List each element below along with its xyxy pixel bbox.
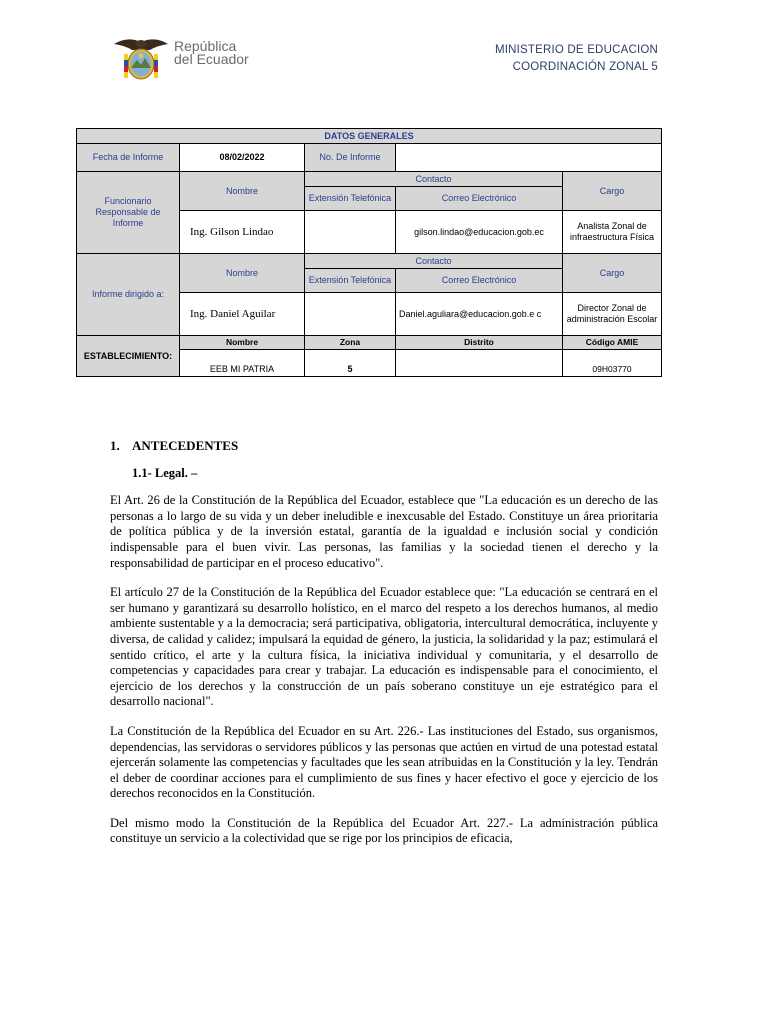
coat-of-arms-icon	[112, 34, 170, 84]
logo-text	[174, 40, 249, 66]
dirigido-nombre-header: Nombre	[180, 254, 305, 293]
funcionario-label: Funcionario Responsable de Informe	[77, 172, 180, 254]
funcionario-extension	[305, 211, 396, 254]
funcionario-extension-header: Extensión Telefónica	[305, 187, 396, 211]
dirigido-extension	[305, 293, 396, 336]
fecha-value: 08/02/2022	[180, 144, 305, 172]
dirigido-contacto-header: Contacto	[305, 254, 563, 269]
section-heading	[110, 438, 658, 454]
fecha-label: Fecha de Informe	[77, 144, 180, 172]
no-informe-label: No. De Informe	[305, 144, 396, 172]
funcionario-correo: gilson.lindao@educacion.gob.ec	[396, 211, 563, 254]
paragraph-art-26: El Art. 26 de la Constitución de la República del Ecuador, establece que "La educación es un derecho de las personas a lo largo de su vida y un deber ineludible e inexcusable del Estado. Constituye un área prioritaria de política pública y de la inversión estatal, garantía de la igualdad e inclusión social y condición indispensable para el buen vivir. Las personas, las familias y la sociedad tienen el derecho y la responsabilidad de participar en el proceso educativo".	[110, 493, 658, 570]
paragraph-art-227: Del mismo modo la Constitución de la República del Ecuador Art. 227.- La administración pública constituye un servicio a la colectividad que se rige por los principios de eficacia,	[110, 815, 658, 846]
dirigido-cargo: Director Zonal de administración Escolar	[563, 293, 662, 336]
est-distrito	[396, 350, 563, 377]
logo-line-1: República	[174, 38, 237, 54]
ministry-heading	[495, 42, 658, 76]
funcionario-nombre-header: Nombre	[180, 172, 305, 211]
est-amie-header: Código AMIE	[563, 336, 662, 350]
paragraph-art-226: La Constitución de la República del Ecuador en su Art. 226.- Las instituciones del Estado, sus organismos, dependencias, las servidoras o servidores públicos y las personas que actúen en virtud de una potestad estatal ejercerán solamente las competencias y facultades que les sean atribuidas en la Constitución y la ley. Tendrán el deber de coordinar acciones para el cumplimiento de sus fines y hacer efectivo el goce y ejercicio de los derechos reconocidos en la Constitución.	[110, 723, 658, 801]
funcionario-cargo-header: Cargo	[563, 172, 662, 211]
general-data-table	[76, 128, 662, 377]
paragraph-art-27: El artículo 27 de la Constitución de la República del Ecuador establece que: "La educación se centrará en el ser humano y garantizará su desarrollo holístico, en el marco del respeto a los derechos humanos, al medio ambiente sustentable y a la democracia; será participativa, obligatoria, intercultural democrática, incluyente y diversa, de calidad y calidez; impulsará la equidad de género, la justicia, la solidaridad y la paz; estimulará el sentido crítico, el arte y la cultura física, la iniciativa individual y comunitaria, y el desarrollo de competencias y capacidades para crear y trabajar. La educación es indispensable para el conocimiento, el ejercicio de los derechos y la construcción de un país soberano constituye un eje estratégico para el desarrollo nacional".	[110, 585, 658, 709]
funcionario-contacto-header: Contacto	[305, 172, 563, 187]
document-header	[0, 0, 768, 110]
subsection-heading: 1.1- Legal. –	[132, 465, 198, 480]
funcionario-correo-header: Correo Electrónico	[396, 187, 563, 211]
est-nombre: EEB MI PATRIA	[180, 350, 305, 377]
dirigido-correo-header: Correo Electrónico	[396, 269, 563, 293]
funcionario-nombre: Ing. Gilson Lindao	[180, 211, 305, 254]
logo-line-2: del Ecuador	[174, 51, 249, 67]
dirigido-correo: Daniel.aguliara@educacion.gob.e c	[396, 293, 563, 336]
dirigido-nombre: Ing. Daniel Aguilar	[180, 293, 305, 336]
dirigido-extension-header: Extensión Telefónica	[305, 269, 396, 293]
republica-ecuador-logo	[112, 34, 272, 84]
est-distrito-header: Distrito	[396, 336, 563, 350]
dirigido-cargo-header: Cargo	[563, 254, 662, 293]
dirigido-label: Informe dirigido a:	[77, 254, 180, 336]
section-number: 1.	[110, 438, 120, 453]
est-nombre-header: Nombre	[180, 336, 305, 350]
est-zona: 5	[305, 350, 396, 377]
est-amie: 09H03770	[563, 350, 662, 377]
est-zona-header: Zona	[305, 336, 396, 350]
ministry-name: MINISTERIO DE EDUCACION	[494, 44, 658, 56]
establecimiento-label: ESTABLECIMIENTO:	[77, 336, 180, 377]
coordination-name: COORDINACIÓN ZONAL 5	[512, 61, 658, 73]
table-title: DATOS GENERALES	[77, 129, 662, 144]
section-title: ANTECEDENTES	[132, 438, 239, 453]
document-body	[110, 438, 658, 861]
no-informe-value	[396, 144, 662, 172]
funcionario-cargo: Analista Zonal de infraestructura Física	[563, 211, 662, 254]
